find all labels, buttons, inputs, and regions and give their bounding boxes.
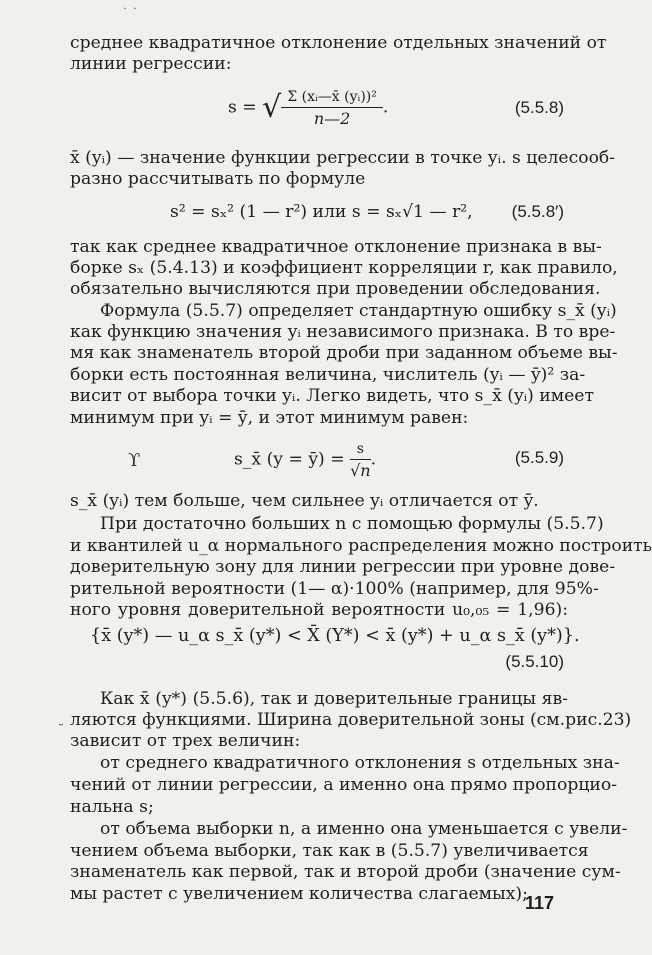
text-line: от среднего квадратичного отклонения s отдельных зна- — [100, 753, 620, 773]
equation-5-5-10: {x̄ (y*) — u_α s_x̄ (y*) < X̄ (Y*) < x̄ (y*) + u_α s_x̄ (y*)}. — [90, 626, 580, 646]
equation-lhs: s = — [228, 97, 257, 118]
text-line: как функцию значения yᵢ независимого признака. В то вре- — [70, 322, 616, 342]
equation-numerator: Σ (xᵢ—x̄ (yᵢ))² — [281, 88, 383, 108]
equation-5-5-8-prime: s² = sₓ² (1 — r²) или s = sₓ√1 — r², — [170, 202, 473, 222]
text-line: рительной вероятности (1— α)·100% (например, для 95%- — [70, 579, 599, 599]
text-line: висит от выбора точки yᵢ. Легко видеть, что s_x̄ (yᵢ) имеет — [70, 386, 594, 406]
equation-denominator: √n — [350, 461, 371, 480]
text-line: борке sₓ (5.4.13) и коэффициент корреляции r, как правило, — [70, 258, 618, 278]
equation-number: (5.5.9) — [514, 448, 564, 467]
text-line: от объема выборки n, а именно она уменьшается с увели- — [100, 819, 628, 839]
text-line: среднее квадратичное отклонение отдельных значений от — [70, 33, 607, 53]
equation-5-5-8: s = √ $\frac{\text{Σ (xᵢ—x̄ (yᵢ))²}}{n—2}$ . — [228, 89, 389, 128]
equation-suffix: . — [382, 97, 389, 118]
equation-number: (5.5.8) — [514, 98, 564, 117]
text-line: чением объема выборки, так как в (5.5.7) увеличивается — [70, 841, 589, 861]
text-line: линии регрессии: — [70, 54, 232, 74]
text-line: мя как знаменатель второй дроби при заданном объеме вы- — [70, 343, 618, 363]
text-line: При достаточно больших n с помощью формулы (5.5.7) — [100, 514, 604, 534]
text-line: ляются функциями. Ширина доверительной зоны (см.рис.23) — [70, 710, 632, 730]
text-line: зависит от трех величин: — [70, 731, 301, 751]
text-line: мы растет с увеличением количества слагаемых); — [70, 884, 528, 904]
text-line: x̄ (yᵢ) — значение функции регрессии в точке yᵢ. s целесооб- — [70, 148, 616, 168]
equation-denominator: n—2 — [313, 109, 351, 128]
text-line: и квантилей u_α нормального распределения можно построить — [70, 536, 652, 556]
page-number: 117 — [525, 893, 555, 913]
text-line: борки есть постоянная величина, числитель (yᵢ — ȳ)² за- — [70, 365, 586, 385]
equation-number: (5.5.8′) — [511, 202, 564, 221]
equation-fraction — [281, 88, 383, 128]
equation-fraction — [350, 440, 371, 480]
text-line: обязательно вычисляются при проведении обследования. — [70, 279, 601, 299]
print-speck: ˙ ˙ — [122, 6, 138, 20]
print-speck: ˷ — [58, 712, 64, 726]
print-speck: ϒ — [128, 450, 141, 471]
text-line: знаменатель как первой, так и второй дроби (значение сум- — [70, 862, 621, 882]
text-line: разно рассчитывать по формуле — [70, 169, 366, 189]
equation-5-5-9 — [234, 440, 376, 480]
equation-numerator: s — [350, 440, 371, 460]
equation-lhs: s_x̄ (y = ȳ) = — [234, 449, 345, 470]
text-line: чений от линии регрессии, а именно она прямо пропорцио- — [70, 775, 618, 795]
equation-number: (5.5.10) — [505, 652, 564, 671]
equation-suffix: . — [370, 449, 377, 470]
text-line: Как x̄ (y*) (5.5.6), так и доверительные границы яв- — [100, 689, 568, 709]
text-line: так как среднее квадратичное отклонение признака в вы- — [70, 237, 602, 257]
text-line: Формула (5.5.7) определяет стандартную ошибку s_x̄ (yᵢ) — [100, 301, 617, 321]
text-line: минимум при yᵢ = ȳ, и этот минимум равен: — [70, 408, 469, 428]
text-line: доверительную зону для линии регрессии при уровне дове- — [70, 557, 616, 577]
text-line: s_x̄ (yᵢ) тем больше, чем сильнее yᵢ отличается от ȳ. — [70, 491, 539, 511]
text-line: нальна s; — [70, 797, 154, 817]
text-line: ного уровня доверительной вероятности u₀,₀₅ = 1,96): — [70, 600, 568, 620]
